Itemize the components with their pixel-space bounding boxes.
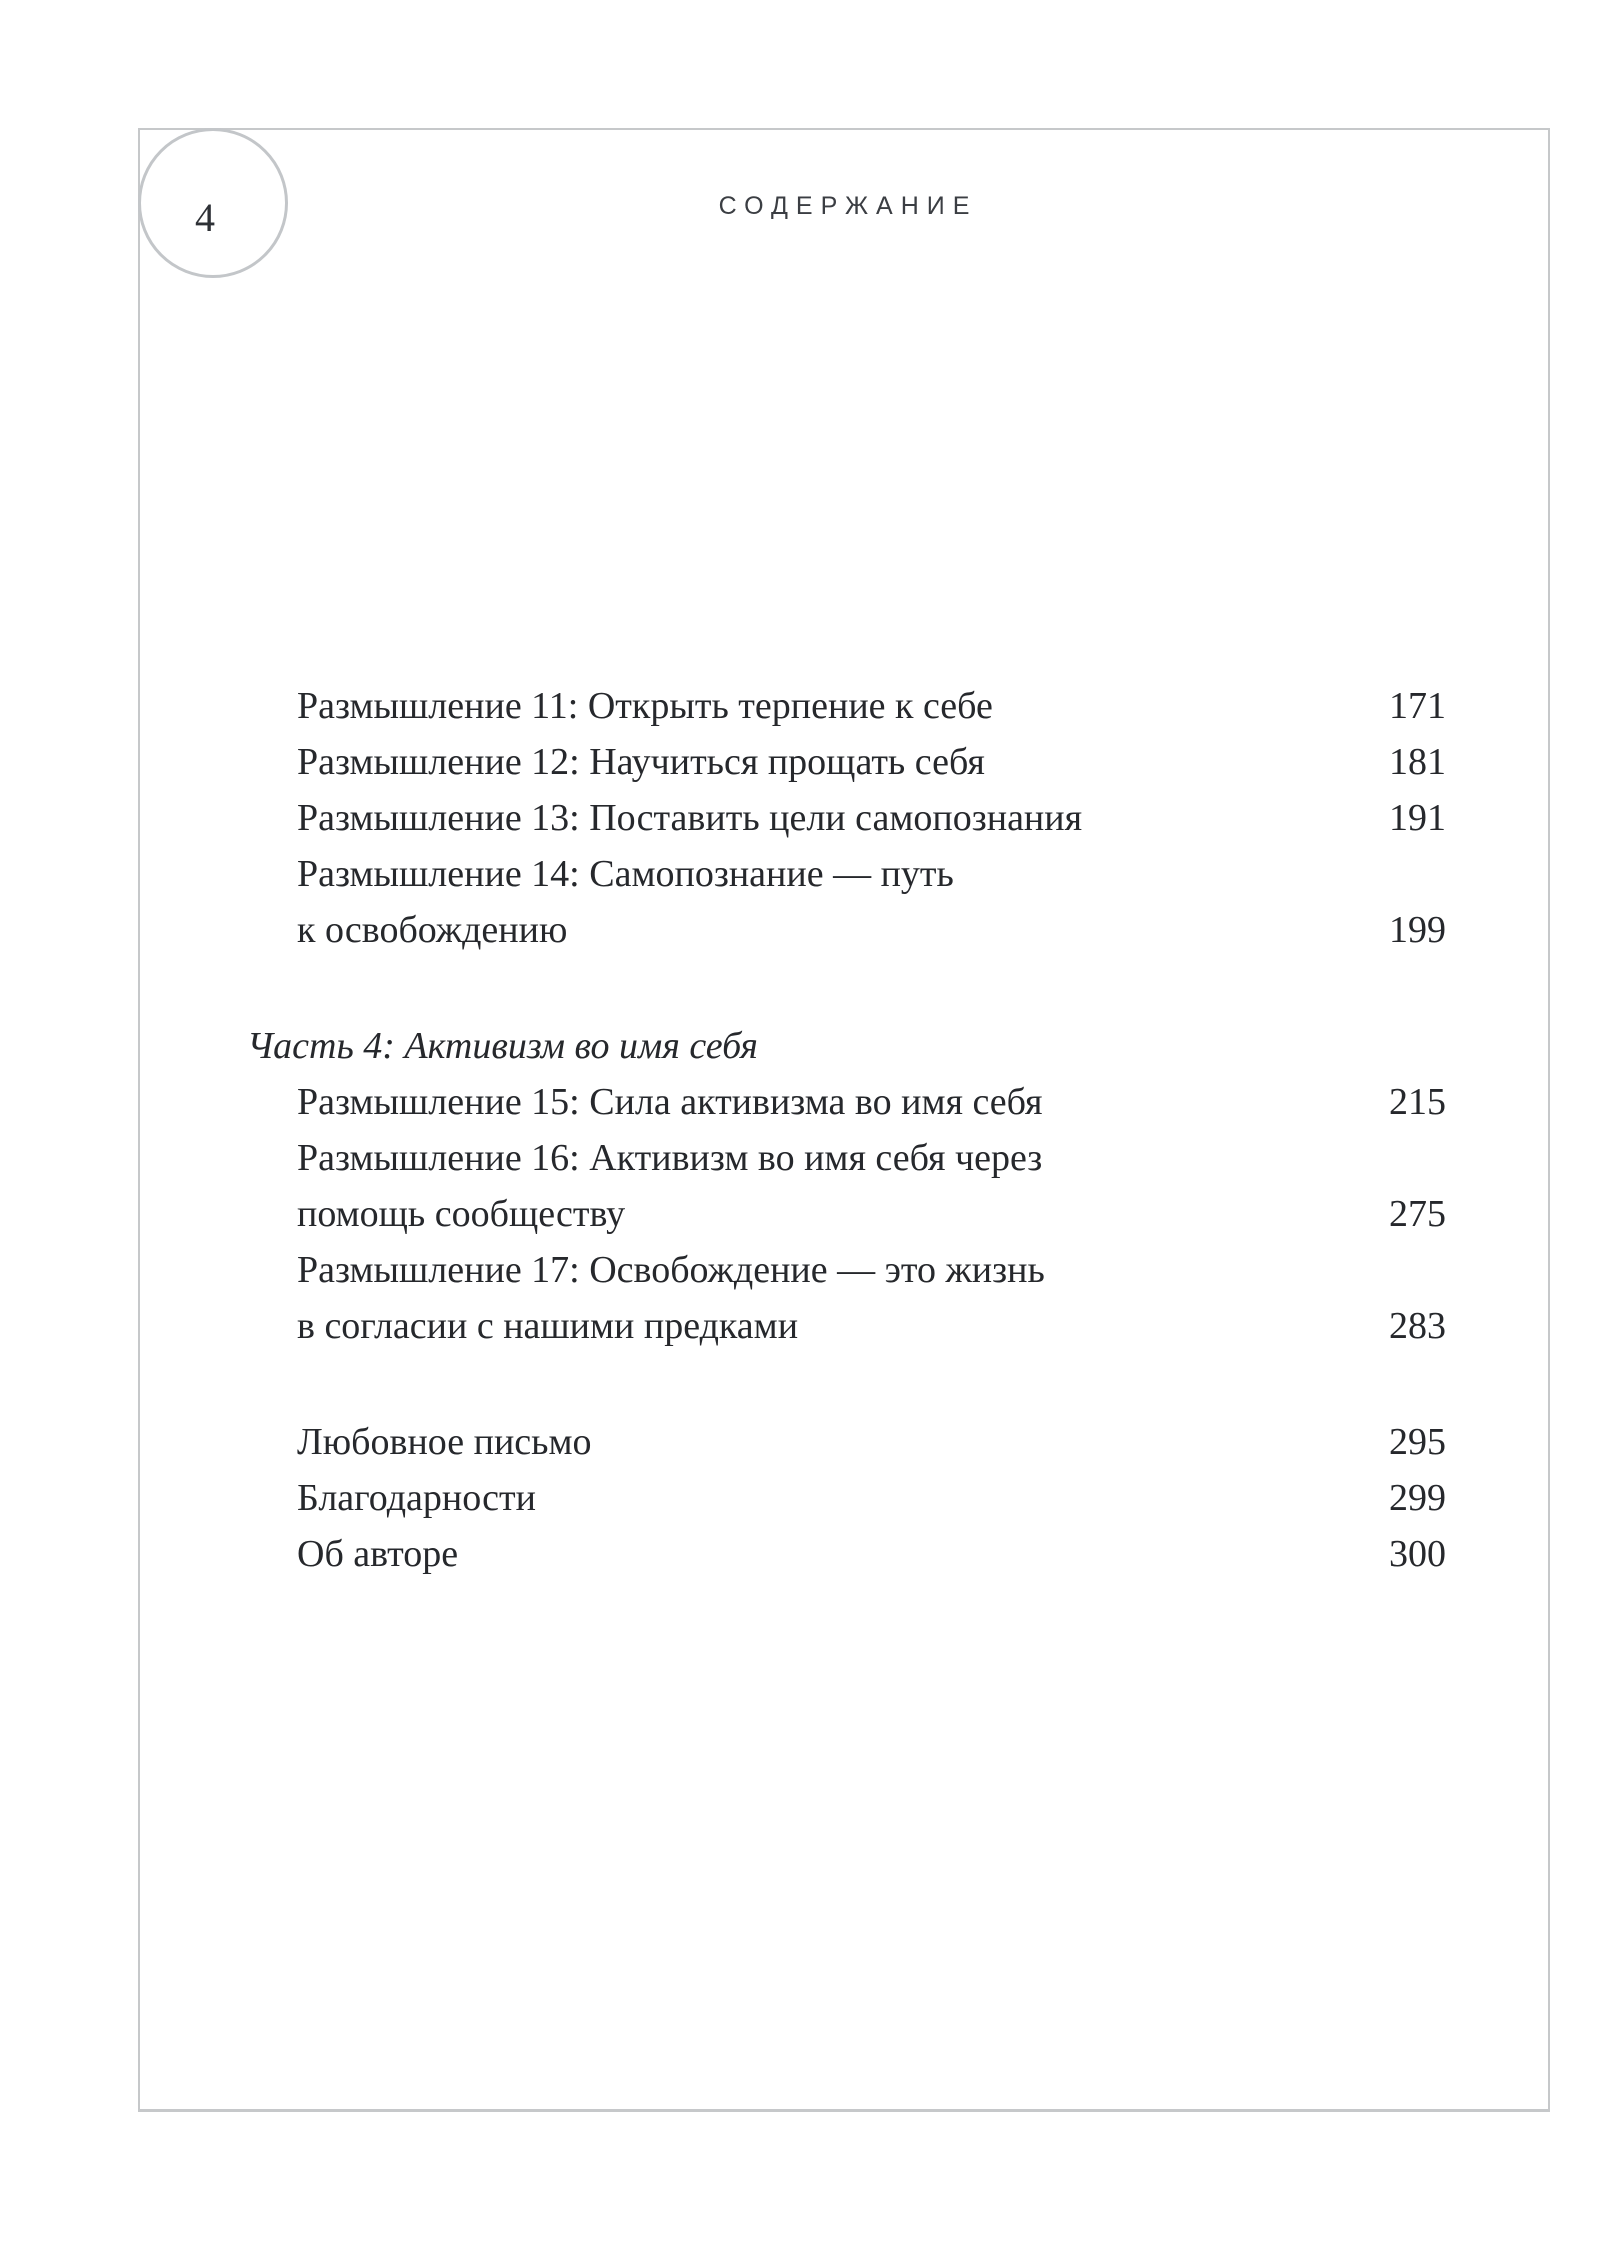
toc-entry-page: 181 (1389, 741, 1446, 783)
toc-entry-label: Размышление 15: Сила активизма во имя себя (297, 1081, 1043, 1123)
toc-entry-label: Размышление 13: Поставить цели самопознания (297, 797, 1083, 839)
toc-entry-page: 191 (1389, 797, 1446, 839)
toc-entry-label: в согласии с нашими предками (297, 1305, 799, 1347)
toc-entry-page: 283 (1389, 1305, 1446, 1347)
toc-entry-label: Размышление 14: Самопознание — путь (297, 853, 954, 895)
table-of-contents (247, 678, 1446, 1582)
toc-entry-page: 300 (1389, 1533, 1446, 1575)
toc-row (297, 1298, 1446, 1354)
toc-row (297, 1130, 1446, 1186)
page-title: СОДЕРЖАНИЕ (718, 192, 978, 220)
toc-entry-label: Размышление 16: Активизм во имя себя через (297, 1137, 1043, 1179)
toc-entry-label: Размышление 12: Научиться прощать себя (297, 741, 985, 783)
toc-row (297, 734, 1446, 790)
toc-entry-label: Размышление 17: Освобождение — это жизнь (297, 1249, 1045, 1291)
toc-entry-page: 199 (1389, 909, 1446, 951)
toc-row (297, 678, 1446, 734)
toc-gap (297, 958, 1446, 1018)
toc-row (297, 1074, 1446, 1130)
toc-entry-page: 295 (1389, 1421, 1446, 1463)
toc-entry-label: Благодарности (297, 1477, 536, 1519)
toc-part-heading-label: Часть 4: Активизм во имя себя (247, 1025, 758, 1067)
toc-entry-label: Об авторе (297, 1533, 459, 1575)
book-page (138, 128, 1550, 2112)
toc-row (297, 1526, 1446, 1582)
toc-part-heading (247, 1018, 1446, 1074)
toc-entry-label: помощь сообществу (297, 1193, 626, 1235)
toc-row (297, 1470, 1446, 1526)
toc-entry-page: 275 (1389, 1193, 1446, 1235)
toc-gap (297, 1354, 1446, 1414)
toc-entry-label: к освобождению (297, 909, 568, 951)
toc-row (297, 790, 1446, 846)
toc-row (297, 902, 1446, 958)
toc-row (297, 1186, 1446, 1242)
toc-entry-page: 299 (1389, 1477, 1446, 1519)
toc-entry-label: Любовное письмо (297, 1421, 592, 1463)
toc-entry-page: 171 (1389, 685, 1446, 727)
page-number: 4 (195, 194, 215, 240)
toc-row (297, 1242, 1446, 1298)
toc-entry-label: Размышление 11: Открыть терпение к себе (297, 685, 993, 727)
toc-entry-page: 215 (1389, 1081, 1446, 1123)
toc-row (297, 846, 1446, 902)
toc-row (297, 1414, 1446, 1470)
